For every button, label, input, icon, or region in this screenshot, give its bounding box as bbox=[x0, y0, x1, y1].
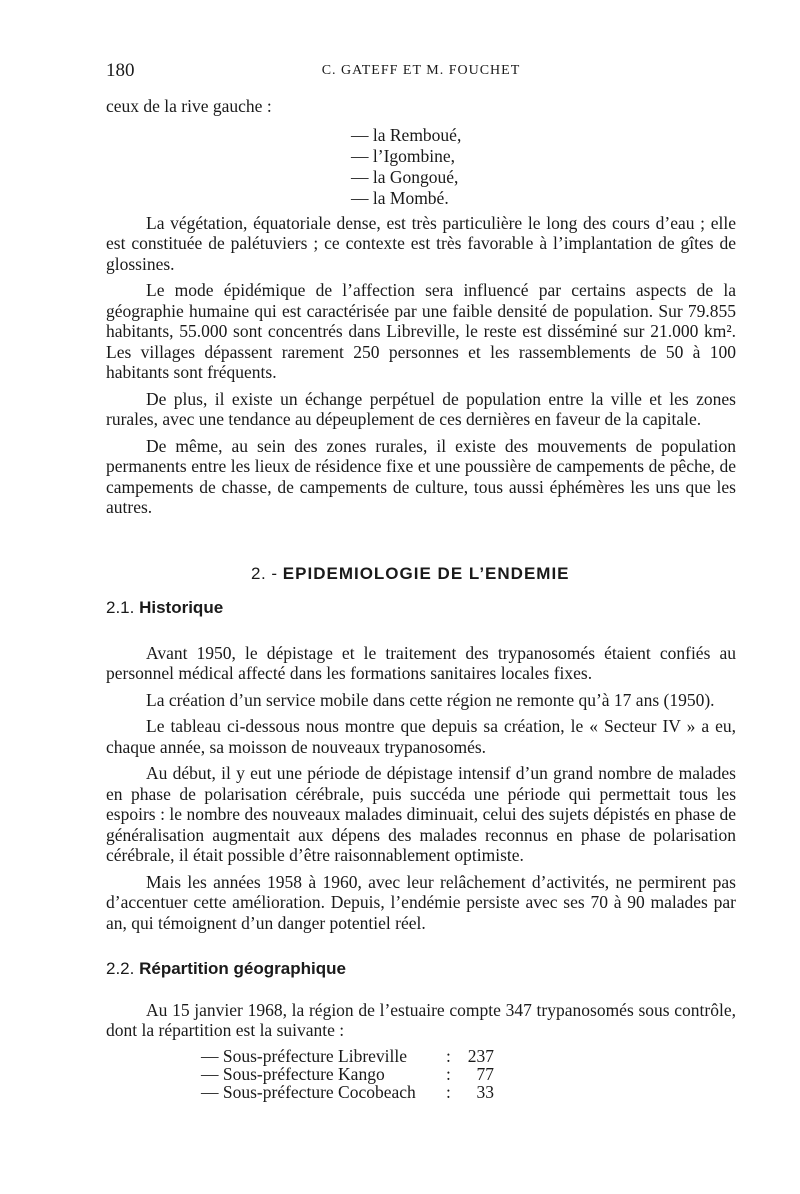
running-head: C. GATEFF ET M. FOUCHET bbox=[321, 63, 521, 78]
page-body bbox=[106, 96, 736, 1101]
subsection-number: 2.1. bbox=[106, 598, 135, 617]
subsection-title: Répartition géographique bbox=[139, 959, 346, 978]
list-item: — la Rembοué, bbox=[351, 124, 462, 145]
distribution-label: — Sous-préfecture Cocobeach bbox=[201, 1081, 416, 1102]
paragraph: Avant 1950, le dépistage et le traitement des trypanosomés étaient confiés au personnel médical affecté dans les formations sanitaires locales fixes. bbox=[106, 642, 736, 683]
list-item: — la Mombé. bbox=[351, 187, 449, 208]
page-header bbox=[106, 60, 736, 84]
distribution-row bbox=[201, 1047, 736, 1065]
paragraph: De plus, il existe un échange perpétuel de population entre la ville et les zones rurales, avec une tendance au dépeuplement de ces dernières en faveur de la capitale. bbox=[106, 388, 736, 429]
paragraph: Au début, il y eut une période de dépistage intensif d’un grand nombre de malades en phase de polarisation cérébrale, puis succéda une période qui permettait tous les espoirs : le nombre des nouveaux malades diminuait, celui des sujets dépistés en phase de généralisation augmentait aux dépens des malades reconnus en phase de polarisation cérébrale, il était possible d’être raisonnablement optimiste. bbox=[106, 763, 736, 865]
section-number: 2. - bbox=[251, 563, 278, 583]
distribution-value: 237 bbox=[467, 1045, 494, 1066]
list-item: — la Gongoué, bbox=[351, 166, 459, 187]
distribution-row bbox=[201, 1065, 736, 1083]
subsection-heading bbox=[106, 598, 736, 619]
page-number: 180 bbox=[106, 60, 135, 81]
list-item: — l’Igombine, bbox=[351, 145, 456, 166]
distribution-row bbox=[201, 1083, 736, 1101]
paragraph: La végétation, équatoriale dense, est très particulière le long des cours d’eau ; elle est constituée de palétuviers ; ce contexte est très favorable à l’implantation de gîtes de glossines. bbox=[106, 212, 736, 274]
section-title: EPIDEMIOLOGIE DE L’ENDEMIE bbox=[282, 563, 570, 583]
subsection-number: 2.2. bbox=[106, 959, 135, 978]
distribution-separator: : bbox=[446, 1063, 451, 1084]
paragraph: La création d’un service mobile dans cette région ne remonte qu’à 17 ans (1950). bbox=[146, 689, 715, 710]
paragraph: De même, au sein des zones rurales, il existe des mouvements de population permanents entre les lieux de résidence fixe et une poussière de campements de pêche, de campements de chasse, de campements de culture, tous aussi éphémères les uns que les autres. bbox=[106, 435, 736, 517]
paragraph: Le mode épidémique de l’affection sera influencé par certains aspects de la géographie humaine qui est caractérisée par une faible densité de population. Sur 79.855 habitants, 55.000 sont concentrés dans Libreville, le reste est disséminé sur 21.000 km². Les villages dépassent rarement 250 personnes et les rassemblements de 50 à 100 habitants sont fréquents. bbox=[106, 280, 736, 382]
intro-line: ceux de la rive gauche : bbox=[106, 96, 272, 116]
distribution-list bbox=[201, 1047, 736, 1101]
distribution-separator: : bbox=[446, 1081, 451, 1102]
paragraph: Le tableau ci-dessous nous montre que depuis sa création, le « Secteur IV » a eu, chaque année, sa moisson de nouveaux trypanosomés. bbox=[106, 716, 736, 757]
subsection-heading bbox=[106, 959, 736, 980]
paragraph: Au 15 janvier 1968, la région de l’estuaire compte 347 trypanosomés sous contrôle, dont la répartition est la suivante : bbox=[106, 999, 736, 1040]
distribution-value: 33 bbox=[476, 1081, 494, 1102]
section-heading bbox=[251, 564, 736, 585]
paragraph: Mais les années 1958 à 1960, avec leur relâchement d’activités, ne permirent pas d’accentuer cette amélioration. Depuis, l’endémie persiste avec ses 70 à 90 malades par an, qui témoignent d’un danger potentiel réel. bbox=[106, 871, 736, 933]
distribution-separator: : bbox=[446, 1045, 451, 1066]
subsection-title: Historique bbox=[139, 598, 224, 617]
distribution-value: 77 bbox=[476, 1063, 494, 1084]
distribution-label: — Sous-préfecture Libreville bbox=[201, 1045, 408, 1066]
distribution-label: — Sous-préfecture Kango bbox=[201, 1063, 385, 1084]
river-list bbox=[351, 125, 736, 209]
